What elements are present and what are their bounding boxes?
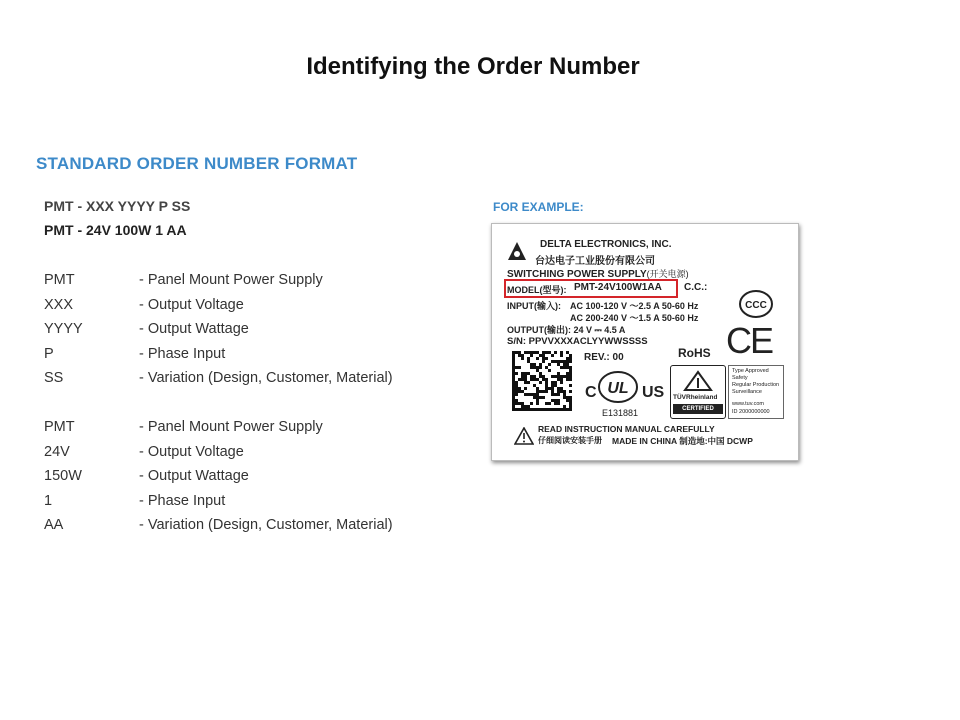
label-input-line2: AC 200-240 V ～1.5 A 50-60 Hz <box>570 313 699 323</box>
legend-code: XXX <box>44 296 74 313</box>
legend-code: 1 <box>44 492 53 509</box>
label-model-value: PMT-24V100W1AA <box>574 282 662 293</box>
label-company: DELTA ELECTRONICS, INC. <box>540 239 672 250</box>
tuv-info-1: Type Approved <box>732 368 769 374</box>
label-output <box>507 323 625 336</box>
legend-desc: - Panel Mount Power Supply <box>139 419 323 435</box>
legend-code: P <box>44 345 54 362</box>
example-label: FOR EXAMPLE: <box>493 200 584 214</box>
legend-desc: - Output Wattage <box>139 468 249 484</box>
tuv-mark <box>670 365 726 419</box>
tuv-info-box <box>728 365 784 419</box>
tuv-info-2: Safety <box>732 375 748 381</box>
ul-c-text: C <box>585 384 597 401</box>
label-cc: C.C.: <box>684 282 708 293</box>
ccc-mark-icon <box>738 289 774 319</box>
format-template: PMT - XXX YYYY P SS <box>44 198 191 214</box>
legend-desc: - Output Voltage <box>139 296 244 313</box>
tuv-triangle-icon <box>683 370 713 392</box>
legend-code: PMT <box>44 419 75 435</box>
label-rohs: RoHS <box>678 346 711 360</box>
tuv-id: ID 2000000000 <box>732 409 770 415</box>
legend-desc: - Panel Mount Power Supply <box>139 272 323 288</box>
legend-desc: - Output Voltage <box>139 443 244 460</box>
label-warning-cn: 仔细阅读安装手册 <box>538 436 602 445</box>
label-input-label: INPUT(输入): <box>507 301 561 311</box>
ul-us-text: US <box>642 384 665 401</box>
slide-title: Identifying the Order Number <box>306 53 640 80</box>
legend-code: 24V <box>44 443 70 460</box>
delta-logo-icon <box>507 241 527 261</box>
label-output-label: OUTPUT(输出): <box>507 325 571 335</box>
label-company-cn: 台达电子工业股份有限公司 <box>535 256 655 267</box>
tuv-name: TÜVRheinland <box>673 394 718 401</box>
legend-desc: - Variation (Design, Customer, Material) <box>139 517 393 533</box>
label-product-type-en: SWITCHING POWER SUPPLY <box>507 269 647 280</box>
svg-text:UL: UL <box>607 380 629 397</box>
label-product-type-cn: (开关电源) <box>646 269 689 279</box>
label-serial: S/N: PPVVXXXACLYYWWSSSS <box>507 336 648 347</box>
ul-logo-icon <box>597 370 639 404</box>
label-input-line1: AC 100-120 V ～2.5 A 50-60 Hz <box>570 301 699 311</box>
legend-desc: - Variation (Design, Customer, Material) <box>139 370 393 386</box>
ccc-text: CCC <box>745 300 767 311</box>
ce-mark: CE <box>726 320 773 361</box>
label-warning-en: READ INSTRUCTION MANUAL CAREFULLY <box>538 424 715 434</box>
format-example: PMT - 24V 100W 1 AA <box>44 222 187 238</box>
ul-file-number: E131881 <box>602 408 639 418</box>
tuv-info-3: Regular Production <box>732 382 780 388</box>
legend-code: AA <box>44 517 64 533</box>
tuv-info-4: Surveillance <box>732 389 762 395</box>
product-label-image <box>491 223 799 461</box>
label-rev: REV.: 00 <box>584 352 624 363</box>
legend-code: 150W <box>44 468 82 484</box>
label-output-value: 24 V ⎓ 4.5 A <box>573 325 626 335</box>
legend-code: SS <box>44 370 64 386</box>
data-matrix-code <box>512 351 572 413</box>
legend-desc: - Phase Input <box>139 345 226 362</box>
legend-code: YYYY <box>44 321 83 337</box>
legend-code: PMT <box>44 272 75 288</box>
warning-icon <box>514 427 534 445</box>
label-model-label: MODEL(型号): <box>507 285 567 295</box>
legend-desc: - Output Wattage <box>139 321 249 337</box>
label-made-in: MADE IN CHINA 制造地:中国 DCWP <box>612 436 753 446</box>
section-heading: STANDARD ORDER NUMBER FORMAT <box>36 154 358 173</box>
legend-desc: - Phase Input <box>139 492 226 509</box>
tuv-web: www.tuv.com <box>732 401 764 407</box>
tuv-certified: CERTIFIED <box>673 404 723 414</box>
